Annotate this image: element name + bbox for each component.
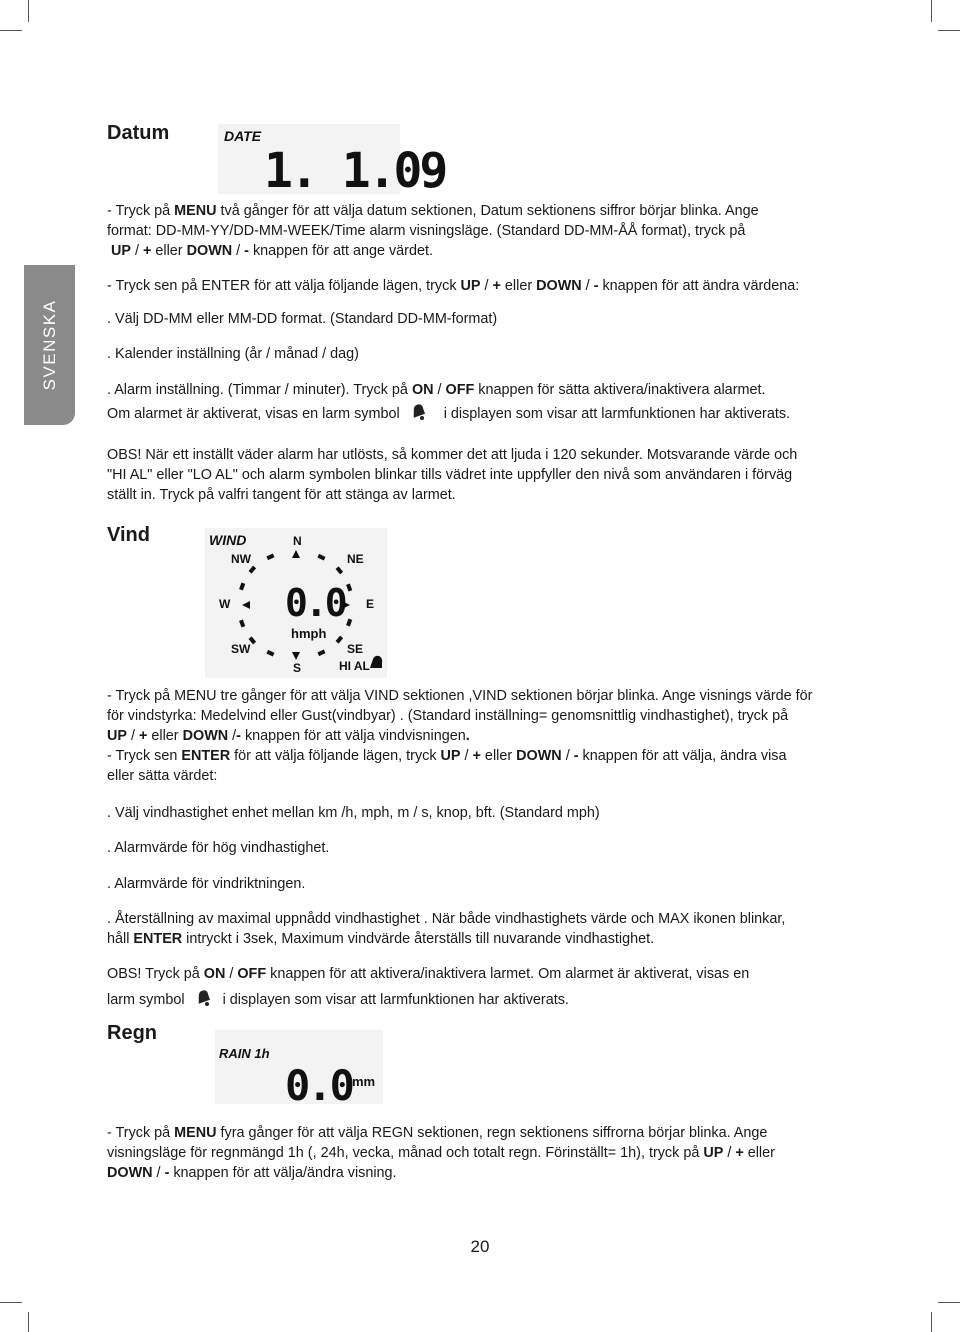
wind-dir-nw: NW <box>231 552 251 566</box>
datum-list-item: . Alarm inställning. (Timmar / minuter). Tryck på ON / OFF knappen för sätta aktivera/inaktivera alarmet. <box>107 382 766 398</box>
wind-dir-se: SE <box>347 642 364 656</box>
section-heading-vind: Vind <box>107 524 150 546</box>
section-heading-regn: Regn <box>107 1022 157 1044</box>
vind-obs-note: OBS! Tryck på ON / OFF knappen för att aktivera/inaktivera larmet. Om alarmet är aktiverat, visas en <box>107 966 750 982</box>
language-side-tab <box>24 265 75 425</box>
datum-list-item: . Kalender inställning (år / månad / dag) <box>107 346 359 362</box>
page-number: 20 <box>470 1237 490 1256</box>
wind-dir-ne: NE <box>347 552 364 566</box>
rain-lcd-label: RAIN 1h <box>219 1046 270 1061</box>
wind-dir-w: W <box>219 597 231 611</box>
vind-list-item: . Alarmvärde för hög vindhastighet. <box>107 840 330 856</box>
vind-obs-note-line-2: larm symbol i displayen som visar att larmfunktionen har aktiverats. <box>107 989 569 1010</box>
regn-paragraph: - Tryck på MENU fyra gånger för att välja REGN sektionen, regn sektionens siffrorna börjar blinka. Ange visningsläge för regnmängd 1h (, 24h, vecka, månad och totalt regn. Förinställt= 1h), tryck på UP / + eller DOWN / - knappen för att välja/ändra visning. <box>107 1125 775 1181</box>
crop-mark <box>0 1302 22 1303</box>
section-heading-datum: Datum <box>107 122 170 144</box>
wind-dir-s: S <box>293 661 302 675</box>
date-lcd-display <box>218 124 446 199</box>
vind-list-item: . Välj vindhastighet enhet mellan km /h, mph, m / s, knop, bft. (Standard mph) <box>107 805 600 821</box>
vind-paragraph-1: - Tryck på MENU tre gånger för att välja VIND sektionen ,VIND sektionen börjar blinka. Ange visnings värde för för vindstyrka: Medelvind eller Gust(vindbyar) . (Standard inställning= genomsnittlig vindhastighet), tryck på UP / + eller DOWN /- knappen för att välja vindvisningen. - Tryck sen ENTER för att välja följande lägen, tryck UP / + eller DOWN / - knappen för att välja, ändra visa eller sätta värdet: <box>107 688 813 784</box>
language-tab-label: SVENSKA <box>39 299 59 391</box>
wind-lcd-unit: hmph <box>291 626 327 641</box>
crop-mark <box>0 30 22 31</box>
alarm-bell-icon <box>408 403 430 421</box>
crop-mark <box>938 30 960 31</box>
alarm-bell-icon <box>193 989 215 1007</box>
datum-alarm-symbol-line: Om alarmet är aktiverat, visas en larm symbol i displayen som visar att larmfunktionen har aktiverats. <box>107 403 790 424</box>
crop-mark <box>938 1302 960 1303</box>
crop-mark <box>28 0 29 22</box>
crop-mark <box>28 1312 29 1332</box>
vind-list-item: . Alarmvärde för vindriktningen. <box>107 876 306 892</box>
wind-lcd-label: WIND <box>209 532 247 548</box>
datum-list-item: . Välj DD-MM eller MM-DD format. (Standard DD-MM-format) <box>107 311 498 327</box>
crop-mark <box>931 0 932 22</box>
wind-dir-e: E <box>366 597 375 611</box>
datum-obs-note: OBS! När ett inställt väder alarm har utlösts, så kommer det att ljuda i 120 sekunder. Motsvarande värde och "HI AL" eller "LO AL" och alarm symbolen blinkar tills vädret inte uppfyller den nivå som användaren i förväg ställt in. Tryck på valfri tangent för att stänga av larmet. <box>107 447 798 503</box>
wind-lcd-display <box>205 528 387 678</box>
rain-lcd-value: 0.0 <box>285 1061 352 1110</box>
vind-list-item: . Återställning av maximal uppnådd vindhastighet . När både vindhastighets värde och MAX ikonen blinkar, håll ENTER intryckt i 3sek, Maximum vindvärde återställs till nuvarande vindhastighet. <box>107 911 786 947</box>
wind-lcd-value: 0.0 <box>285 581 345 625</box>
datum-paragraph-2: - Tryck sen på ENTER för att välja följande lägen, tryck UP / + eller DOWN / - knappen för att ändra värdena: <box>107 278 800 294</box>
date-lcd-label: DATE <box>224 128 262 144</box>
wind-dir-sw: SW <box>231 642 251 656</box>
wind-dir-n: N <box>293 534 302 548</box>
rain-lcd-display <box>215 1030 383 1110</box>
rain-lcd-unit: mm <box>352 1074 376 1089</box>
datum-paragraph-1: - Tryck på MENU två gånger för att välja datum sektionen, Datum sektionens siffror börjar blinka. Ange format: DD-MM-YY/DD-MM-WEEK/Time alarm visningsläge. (Standard DD-MM-ÅÅ format), tryck på UP / + eller DOWN / - knappen för att ange värdet. <box>107 203 759 259</box>
crop-mark <box>931 1312 932 1332</box>
wind-hi-al-indicator: HI AL <box>339 659 370 673</box>
date-lcd-value: 1. 1.09 <box>264 143 446 199</box>
